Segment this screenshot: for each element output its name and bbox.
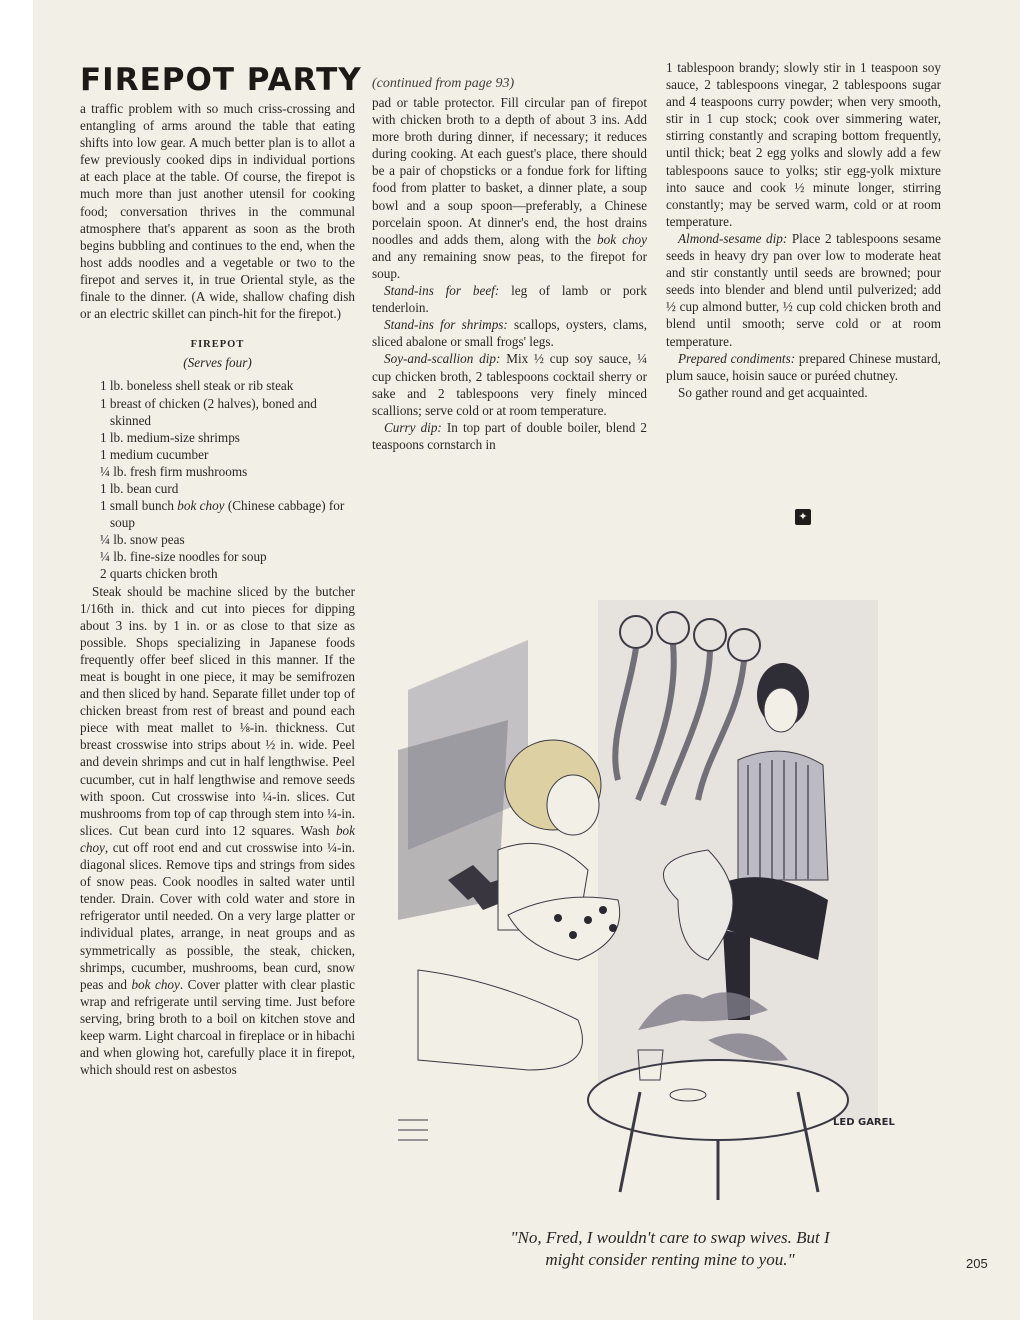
text-column-2 [372,94,647,453]
ingredient-text: 1 small bunch [100,498,178,514]
ingredient-item: 1 medium cucumber [100,446,209,462]
variation-shrimp [372,316,647,350]
ingredient-item: 1 lb. medium-size shrimps [100,429,240,445]
method-text: Steak should be machine sliced by the butcher 1/16th in. thick and cut into pieces for dipping about 3 ins. by 1 in. or as close to that size as possible. Shops specializing in Japanese foods frequently offer beef sliced in this manner. If the meat is bought in one piece, it may be semifrozen and then sliced by hand. Separate fillet under top of chicken breast from rest of breast and pound each piece with meat mallet to ⅛-in. thickness. Cut breast crosswise into strips about ½ in. wide. Peel and devein shrimps and cut in half lengthwise. Peel cucumber, cut in half lengthwise and remove seeds with spoon. Cut crosswise into ¼-in. slices. Cut mushrooms from top of cap through stem into ¼-in. slices. Cut bean curd into 12 squares. Wash [80,583,355,838]
ingredient-item: ¼ lb. fine-size noodles for soup [100,549,267,565]
ingredient-italic: bok choy [177,498,225,514]
method-italic: bok choy [597,231,648,247]
curry-continued-paragraph: 1 tablespoon brandy; slowly stir in 1 teaspoon soy sauce, 2 tablespoons vinegar, 2 tablespoons sugar and 4 teaspoons curry powder; when very smooth, stir in 1 cup stock; cook over simmering water, stirring constantly and scraping bottom frequently, until thick; beat 2 egg yolks and slowly add a few tablespoons sauce to yolks; stir egg-yolk mixture into sauce and cook ½ minute longer, stirring constantly; may be served warm, cold or at room temperature. [666,60,941,229]
dip-curry [372,419,647,453]
ingredient-item: 1 lb. bean curd [100,480,179,496]
end-mark-wrapper [795,507,811,525]
intro-paragraph: a traffic problem with so much criss-crossing and entangling of arms around the table that eating shifts into low gear. A much better plan is to allot a few previously cooked dips in individual portions at each place at the table. Of course, the firepot is much more than just another utensil for cooking food; conversation thrives in the communal atmosphere that's apparent as soon as the broth begins bubbling and continues to the end, when the host adds noodles and a vegetable or two to the firepot and serves it, in true Oriental style, as the finale to the dinner. (A wide, shallow chafing dish or an electric skillet can pinch-hit for the firepot.) [80,101,355,322]
method-italic: bok choy [80,822,355,855]
method-text: and any remaining snow peas, to the firepot for soup. [372,248,647,281]
dip-text: Place 2 tablespoons sesame seeds in heavy dry pan over low to moderate heat and stir constantly until seeds are browned; pour seeds into blender and blend until pulverized; add ½ cup almond butter, ½ cup cold chicken broth and blend until smooth; serve cold or at room temperature. [666,230,941,349]
variation-label: Stand-ins for beef: [384,283,500,299]
dip-label: Almond-sesame dip: [678,230,788,246]
method-continued-paragraph [372,94,647,282]
caption-line: might consider renting mine to you." [545,1250,795,1269]
rabbit-logo-icon: ✦ [795,509,811,525]
caption-line: "No, Fred, I wouldn't care to swap wives. But I [510,1228,830,1247]
method-paragraph [80,583,355,1079]
artist-signature: LED GAREL [833,1117,895,1128]
variation-beef [372,282,647,316]
method-text: , cut off root end and cut crosswise into ¼-in. diagonal slices. Remove tips and strings from sides of snow peas. Cook noodles in salted water until tender. Drain. Cover with cold water and store in refrigerator until needed. On a very large platter or individual plates, arrange, in neat groups and as symmetrically as possible, the steak, chicken, shrimps, cucumber, mushrooms, bean curd, snow peas and [80,839,355,992]
recipe-serves: (Serves four) [183,355,252,371]
method-italic: bok choy [131,976,180,992]
ingredient-text: (Chinese cabbage) for soup [110,498,345,531]
dip-soy-scallion [372,350,647,418]
ingredient-item [80,497,355,531]
recipe-title: FIREPOT [190,339,245,351]
variation-text: leg of lamb or pork tenderloin. [372,283,647,316]
prepared-condiments [666,350,941,384]
ingredient-item: 1 lb. boneless shell steak or rib steak [100,378,294,394]
cartoon-illustration [378,600,898,1210]
text-column-3 [666,59,941,401]
text-column-1 [80,100,355,1078]
dip-label: Curry dip: [384,419,442,435]
method-text: pad or table protector. Fill circular pan of firepot with chicken broth to a depth of about 3 ins. Add more broth during dinner, if necessary; it reduces during cooking. At each guest's place, there should be a pair of chopsticks or a fondue fork for lifting food from platter to basket, a dinner plate, a soup bowl and a soup spoon—preferably, a Chinese porcelain spoon. At dinner's end, the host drains noodles and adds them, along with the [372,95,647,247]
ingredient-list [80,377,355,582]
article-title: FIREPOT PARTY [80,62,362,98]
condiments-label: Prepared condiments: [678,350,796,366]
continued-from-note: (continued from page 93) [372,76,515,91]
page-margin-strip [0,0,33,1320]
method-text: . Cover platter with clear plastic wrap and refrigerate until serving time. Just before serving, bring broth to a boil on kitchen stove and keep warm. Light charcoal in fireplace or in hibachi and when glowing hot, carefully place it in firepot, which should rest on asbestos [80,976,355,1078]
ingredient-item: 1 breast of chicken (2 halves), boned and skinned [100,395,317,428]
closing-line: So gather round and get acquainted. [678,384,868,400]
dip-almond-sesame [666,230,941,350]
dip-label: Soy-and-scallion dip: [384,351,501,367]
cartoon-caption [440,1227,900,1271]
ingredient-item: ¼ lb. fresh firm mushrooms [100,463,248,479]
ingredient-item: ¼ lb. snow peas [100,532,185,548]
page-number: 205 [966,1256,988,1271]
dip-text: In top part of double boiler, blend 2 teaspoons cornstarch in [372,419,648,452]
variation-label: Stand-ins for shrimps: [384,317,508,333]
dip-text: Mix ½ cup soy sauce, ¼ cup chicken broth, 2 tablespoons cocktail sherry or sake and 2 tablespoons very finely minced scallions; serve cold or at room temperature. [372,351,647,418]
condiments-text: prepared Chinese mustard, plum sauce, hoisin sauce or puréed chutney. [666,350,941,383]
variation-text: scallops, oysters, clams, sliced abalone or small frogs' legs. [372,317,648,350]
ingredient-item: 2 quarts chicken broth [100,566,218,582]
